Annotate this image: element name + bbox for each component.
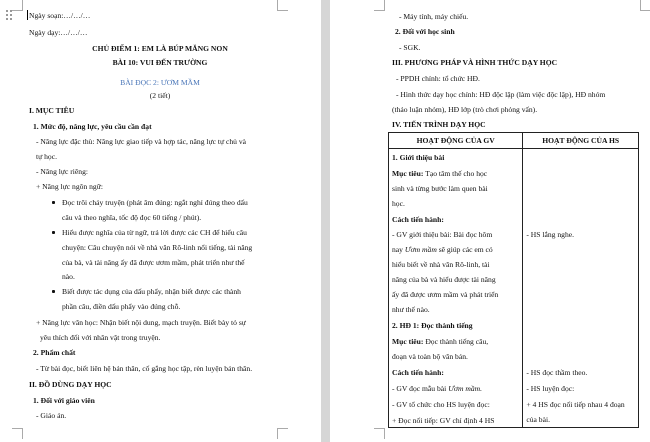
bullet-icon — [52, 201, 55, 204]
table-text: - GV giới thiệu bài: Bài đọc hôm — [392, 230, 493, 239]
hs-column-header: HOẠT ĐỘNG CỦA HS — [542, 136, 620, 145]
body-text: (thảo luận nhóm), HĐ lớp (trò chơi phỏng vấn). — [392, 105, 538, 114]
table-text: - HS lắng nghe. — [526, 230, 575, 239]
body-text: + Năng lực ngôn ngữ: — [36, 182, 103, 191]
body-text: - Hình thức dạy học chính: HĐ độc lập (làm việc độc lập), HĐ nhóm — [396, 90, 606, 99]
table-text: Mục tiêu: Đọc thành tiếng câu, — [392, 337, 489, 346]
table-text: đoạn và toàn bộ văn bản. — [392, 352, 468, 361]
table-text: năng của bà và hiểu được tài năng — [392, 275, 496, 284]
body-text: Biết được tác dụng của dấu phẩy, nhận biết được các thành — [62, 287, 241, 296]
section-heading: III. PHƯƠNG PHÁP VÀ HÌNH THỨC DẠY HỌC — [392, 58, 558, 67]
body-text: - Máy tính, máy chiếu. — [399, 12, 469, 21]
body-text: Hiểu được nghĩa của từ ngữ, trả lời được các CH để hiểu câu — [62, 228, 247, 237]
gv-column-header: HOẠT ĐỘNG CỦA GV — [416, 136, 495, 145]
theme-heading: CHỦ ĐIỂM 1: EM LÀ BÚP MĂNG NON — [92, 44, 228, 53]
table-text: nay Ươm mầm sẽ giúp các em có — [392, 245, 493, 254]
body-text: phần câu, điền dấu phẩy vào đúng chỗ. — [62, 302, 181, 311]
document-page-1 — [0, 0, 321, 442]
subsection-heading: 1. Mức độ, năng lực, yêu cầu cần đạt — [33, 122, 152, 131]
table-text: Cách tiến hành: — [392, 368, 444, 377]
table-header-cell — [389, 133, 523, 149]
crop-mark — [277, 0, 288, 11]
table-header-cell — [523, 133, 639, 149]
body-text: câu và theo nghĩa, tốc độ đọc 60 tiếng / phút). — [62, 213, 202, 222]
body-text: - Từ bài đọc, biết liên hệ bản thân, cố gắng học tập, rèn luyện bản thân. — [36, 364, 253, 373]
section-heading: IV. TIẾN TRÌNH DẠY HỌC — [392, 120, 486, 129]
gv-activity-cell — [389, 149, 523, 428]
subsection-heading: 2. Phẩm chất — [33, 348, 76, 357]
date-taught[interactable]: Ngày dạy:…/…/… — [29, 28, 88, 37]
body-text: nào. — [62, 272, 75, 281]
body-text: - Giáo án. — [36, 411, 67, 420]
move-handle-icon[interactable] — [6, 10, 13, 20]
table-text: của bài. — [526, 415, 550, 424]
crop-mark — [374, 428, 385, 439]
table-text: Cách tiến hành: — [392, 215, 444, 224]
body-text: - PPDH chính: tổ chức HĐ. — [396, 74, 480, 83]
date-prepared[interactable]: Ngày soạn:…/…/… — [29, 11, 91, 20]
hs-activity-cell — [523, 149, 639, 428]
crop-mark — [12, 428, 23, 439]
subsection-heading: 1. Đối với giáo viên — [33, 396, 95, 405]
body-text: yêu thích đối với nhân vật trong truyện. — [40, 333, 161, 342]
body-text: tự học. — [36, 152, 57, 161]
table-text: hiểu biết về nhà văn Rô-linh, tài — [392, 260, 490, 269]
body-text: + Năng lực văn học: Nhận biết nội dung, mạch truyện. Biết bày tỏ sự — [36, 318, 246, 327]
subsection-heading: 2. Đối với học sinh — [395, 27, 455, 36]
section-heading: II. ĐỒ DÙNG DẠY HỌC — [29, 380, 112, 389]
table-row-heading: 2. HĐ 1: Đọc thành tiếng — [392, 321, 473, 330]
table-text: ấy đã được ươm mầm và phát triển — [392, 290, 499, 299]
body-text: - SGK. — [399, 43, 421, 52]
table-text: sinh và từng bước làm quen bài — [392, 184, 488, 193]
table-text: - HS luyện đọc: — [526, 384, 575, 393]
section-heading: I. MỤC TIÊU — [29, 106, 75, 115]
body-text: chuyện: Câu chuyện nói về nhà văn Rô-linh nổi tiếng, tài năng — [62, 243, 253, 252]
lesson-plan-table — [388, 132, 639, 428]
table-text: - GV đọc mẫu bài Ươm mầm. — [392, 384, 483, 393]
table-text: + Đọc nối tiếp: GV chỉ định 4 HS — [392, 416, 495, 425]
bullet-icon — [52, 290, 55, 293]
table-text: + 4 HS đọc nối tiếp nhau 4 đoạn — [526, 400, 625, 409]
body-text: của bà, và tài năng ấy đã được ươm mầm, phát triển như thế — [62, 258, 245, 267]
body-text: - Năng lực đặc thù: Năng lực giao tiếp và hợp tác, năng lực tự chủ và — [36, 137, 247, 146]
body-text: - Năng lực riêng: — [36, 167, 88, 176]
bullet-icon — [52, 231, 55, 234]
table-text: - HS đọc thầm theo. — [526, 368, 588, 377]
table-text: - GV tổ chức cho HS luyện đọc: — [392, 400, 490, 409]
table-row-heading: 1. Giới thiệu bài — [392, 153, 445, 162]
text-cursor — [27, 10, 28, 20]
table-text: học. — [392, 199, 405, 208]
crop-mark — [374, 0, 385, 11]
document-page-2 — [330, 0, 650, 442]
body-text: Đọc trôi chảy truyện (phát âm đúng: ngắt nghỉ đúng theo dấu — [62, 198, 248, 207]
crop-mark — [640, 0, 650, 11]
period-count: (2 tiết) — [149, 91, 171, 100]
crop-mark — [277, 428, 288, 439]
lesson-heading: BÀI 10: VUI ĐẾN TRƯỜNG — [112, 58, 208, 67]
crop-mark — [12, 0, 23, 11]
reading-title: BÀI ĐỌC 2: ƯƠM MẦM — [120, 78, 200, 87]
table-text: Mục tiêu: Tạo tâm thế cho học — [392, 169, 488, 178]
table-text: như thế nào. — [392, 305, 430, 314]
